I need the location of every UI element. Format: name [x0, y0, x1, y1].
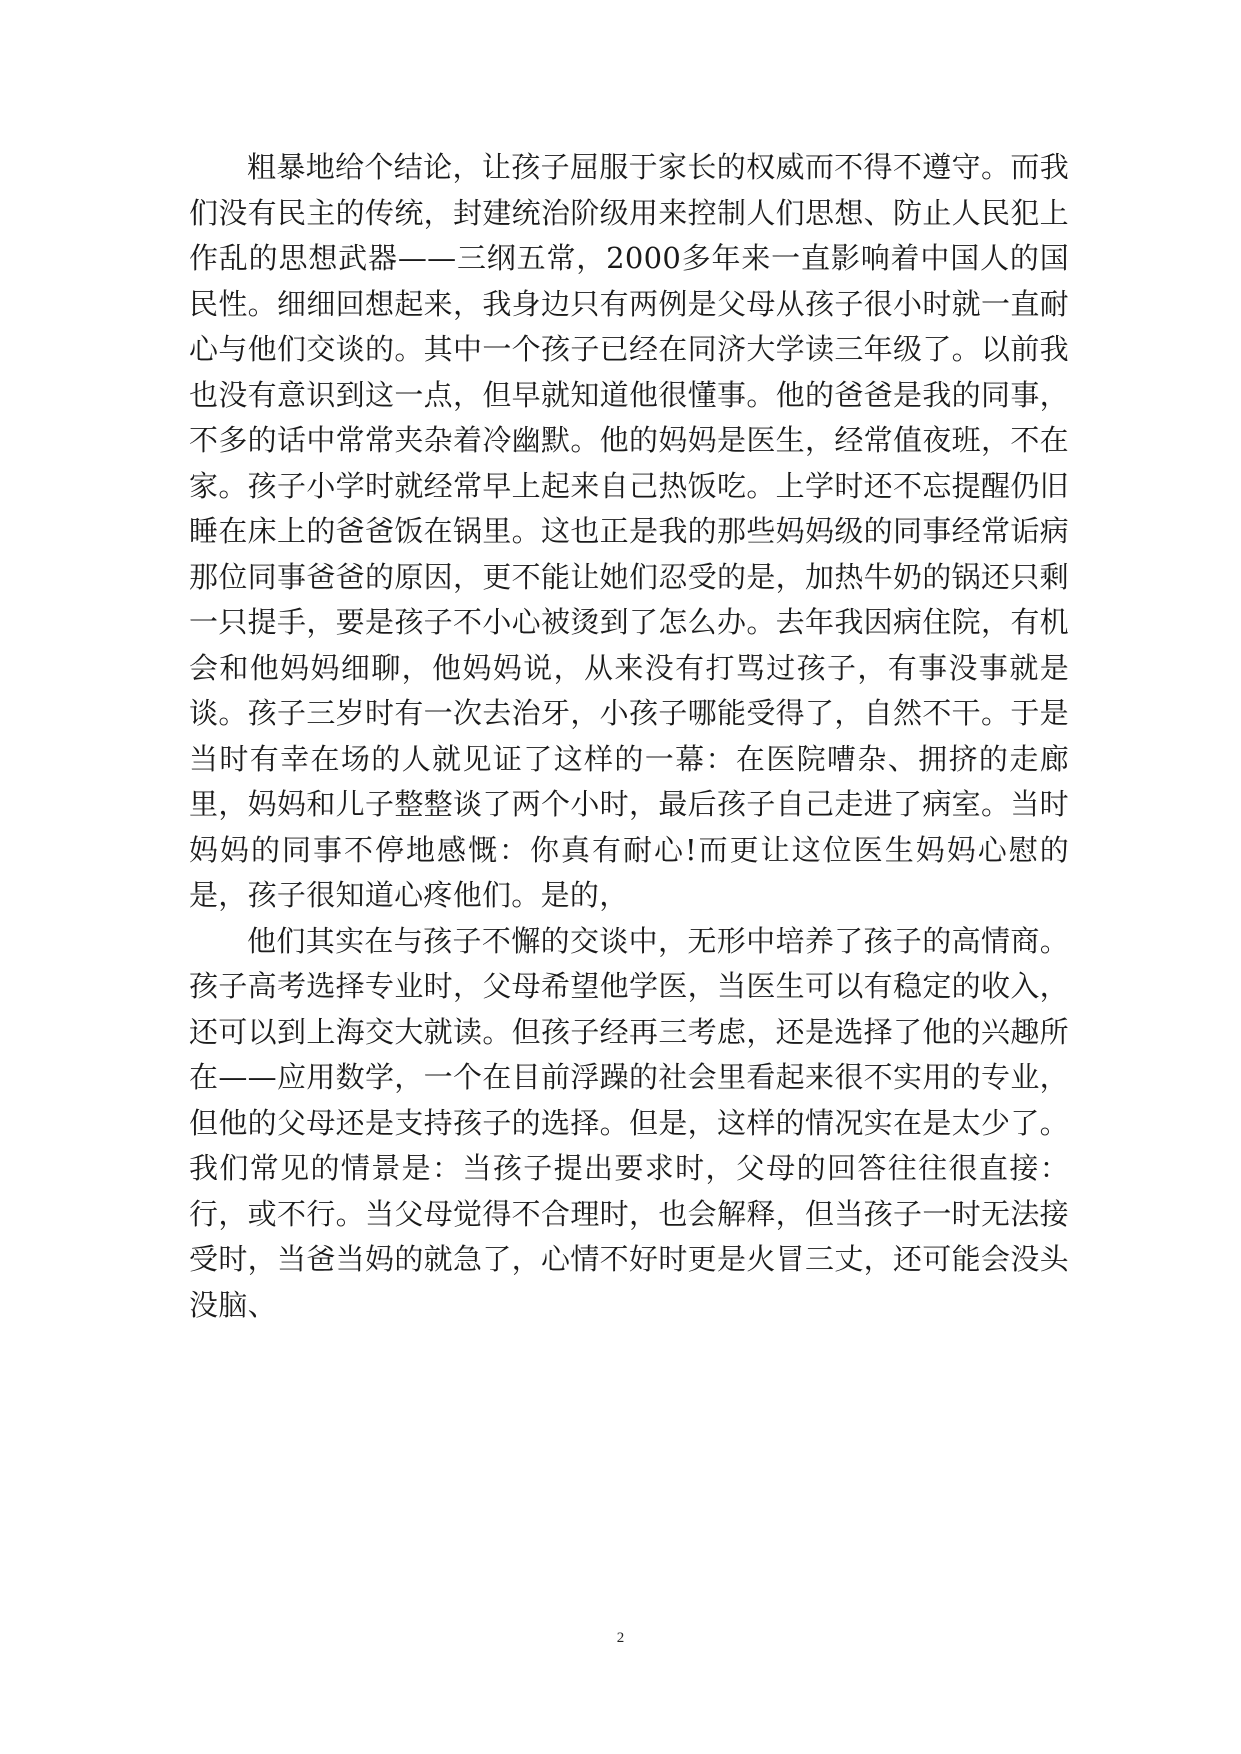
paragraph-1: 粗暴地给个结论，让孩子屈服于家长的权威而不得不遵守。而我们没有民主的传统，封建统治阶级用来控制人们思想、防止人民犯上作乱的思想武器——三纲五常，2000多年来一直影响着中国人的国民性。细细回想起来，我身边只有两例是父母从孩子很小时就一直耐心与他们交谈的。其中一个孩子已经在同济大学读三年级了。以前我也没有意识到这一点，但早就知道他很懂事。他的爸爸是我的同事，不多的话中常常夹杂着冷幽默。他的妈妈是医生，经常值夜班，不在家。孩子小学时就经常早上起来自己热饭吃。上学时还不忘提醒仍旧睡在床上的爸爸饭在锅里。这也正是我的那些妈妈级的同事经常诟病那位同事爸爸的原因，更不能让她们忍受的是，加热牛奶的锅还只剩一只提手，要是孩子不小心被烫到了怎么办。去年我因病住院，有机会和他妈妈细聊，他妈妈说，从来没有打骂过孩子，有事没事就是谈。孩子三岁时有一次去治牙，小孩子哪能受得了，自然不干。于是当时有幸在场的人就见证了这样的一幕：在医院嘈杂、拥挤的走廊里，妈妈和儿子整整谈了两个小时，最后孩子自己走进了病室。当时妈妈的同事不停地感慨：你真有耐心!而更让这位医生妈妈心慰的是，孩子很知道心疼他们。是的，	[189, 150, 1069, 912]
page-number: 2	[616, 1630, 625, 1646]
body-text	[189, 145, 1069, 1328]
paragraph-2: 他们其实在与孩子不懈的交谈中，无形中培养了孩子的高情商。孩子高考选择专业时，父母希望他学医，当医生可以有稳定的收入，还可以到上海交大就读。但孩子经再三考虑，还是选择了他的兴趣所在——应用数学，一个在目前浮躁的社会里看起来很不实用的专业，但他的父母还是支持孩子的选择。但是，这样的情况实在是太少了。我们常见的情景是：当孩子提出要求时，父母的回答往往很直接：行，或不行。当父母觉得不合理时，也会解释，但当孩子一时无法接受时，当爸当妈的就急了，心情不好时更是火冒三丈，还可能会没头没脑、	[189, 923, 1069, 1322]
